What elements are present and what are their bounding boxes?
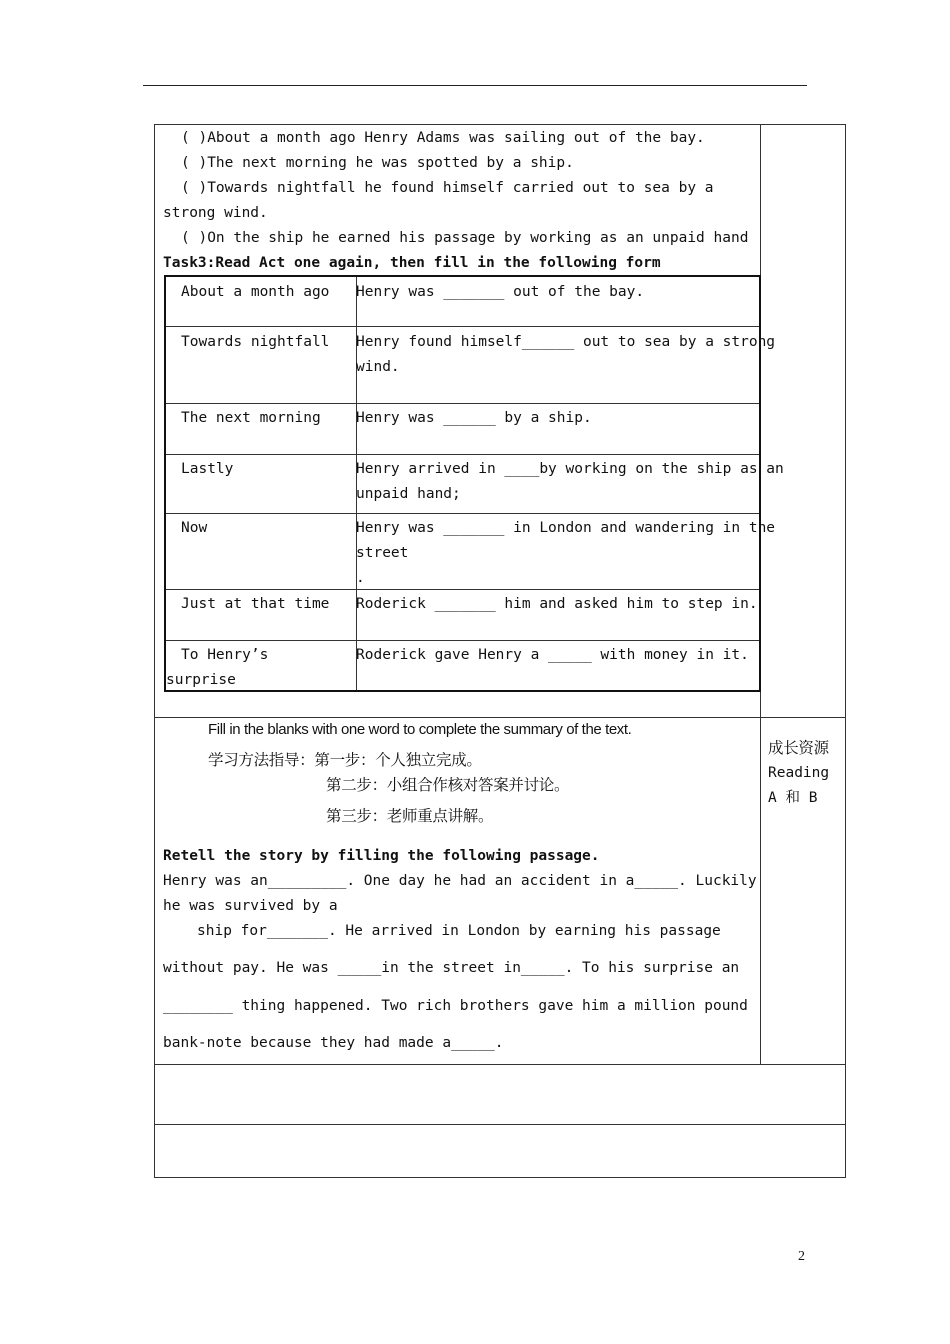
table-event-cell: Henry arrived in ____by working on the ship as an xyxy=(356,461,784,477)
summary-instruction: Fill in the blanks with one word to complete the summary of the text. xyxy=(208,721,632,738)
table-event-cell: Roderick _______ him and asked him to step in. xyxy=(356,596,758,612)
retell-line: without pay. He was _____in the street in_____. To his surprise an xyxy=(163,960,740,976)
table-row-divider xyxy=(166,513,759,514)
table-time-cell: Just at that time xyxy=(181,596,330,612)
retell-line: Henry was an_________. One day he had an accident in a_____. Luckily xyxy=(163,873,757,889)
table-time-cell: Towards nightfall xyxy=(181,334,330,350)
table-row-divider xyxy=(166,640,759,641)
table-event-cell: Henry was _______ out of the bay. xyxy=(356,284,645,300)
table-time-cell: Now xyxy=(181,520,208,536)
retell-line: ship for_______. He arrived in London by earning his passage xyxy=(197,923,721,939)
table-event-cell: street xyxy=(356,545,409,561)
table-event-cell: . xyxy=(356,570,365,586)
table-time-cell: Lastly xyxy=(181,461,234,477)
side-note-reading: Reading xyxy=(768,765,830,781)
table-row-divider xyxy=(166,326,759,327)
table-row-divider xyxy=(166,589,759,590)
order-item-4: ( )On the ship he earned his passage by working as an unpaid hand xyxy=(181,230,749,246)
table-time-cell: To Henry’s xyxy=(181,647,269,663)
table-event-cell: Henry was _______ in London and wandering in the xyxy=(356,520,776,536)
method-step-1: 学习方法指导：第一步：个人独立完成。 xyxy=(208,751,482,769)
table-row-divider xyxy=(166,454,759,455)
side-note-ab: A 和 B xyxy=(768,790,818,806)
table-event-cell: Henry was ______ by a ship. xyxy=(356,410,592,426)
section-divider-2 xyxy=(154,1064,846,1065)
table-row-divider xyxy=(166,403,759,404)
page-number: 2 xyxy=(798,1249,805,1264)
section-divider-3 xyxy=(154,1124,846,1125)
retell-title: Retell the story by filling the following passage. xyxy=(163,848,600,864)
section-divider-1 xyxy=(154,717,846,718)
table-time-cell: surprise xyxy=(166,672,236,688)
table-event-cell: wind. xyxy=(356,359,400,375)
retell-line: he was survived by a xyxy=(163,898,338,914)
method-step-2: 第二步：小组合作核对答案并讨论。 xyxy=(326,776,570,794)
table-time-cell: The next morning xyxy=(181,410,321,426)
table-event-cell: unpaid hand; xyxy=(356,486,461,502)
order-item-3-cont: strong wind. xyxy=(163,205,268,221)
order-item-1: ( )About a month ago Henry Adams was sailing out of the bay. xyxy=(181,130,705,146)
retell-line: ________ thing happened. Two rich brothers gave him a million pound xyxy=(163,998,748,1014)
method-step-3: 第三步：老师重点讲解。 xyxy=(326,807,494,825)
order-item-2: ( )The next morning he was spotted by a ship. xyxy=(181,155,574,171)
table-event-cell: Roderick gave Henry a _____ with money in it. xyxy=(356,647,749,663)
task3-table xyxy=(164,275,784,692)
task3-title: Task3:Read Act one again, then fill in the following form xyxy=(163,255,661,271)
table-event-cell: Henry found himself______ out to sea by a strong xyxy=(356,334,776,350)
side-note-title: 成长资源 xyxy=(768,739,829,757)
header-rule xyxy=(143,85,807,86)
table-time-cell: About a month ago xyxy=(181,284,330,300)
order-item-3: ( )Towards nightfall he found himself carried out to sea by a xyxy=(181,180,714,196)
retell-line: bank-note because they had made a_____. xyxy=(163,1035,504,1051)
